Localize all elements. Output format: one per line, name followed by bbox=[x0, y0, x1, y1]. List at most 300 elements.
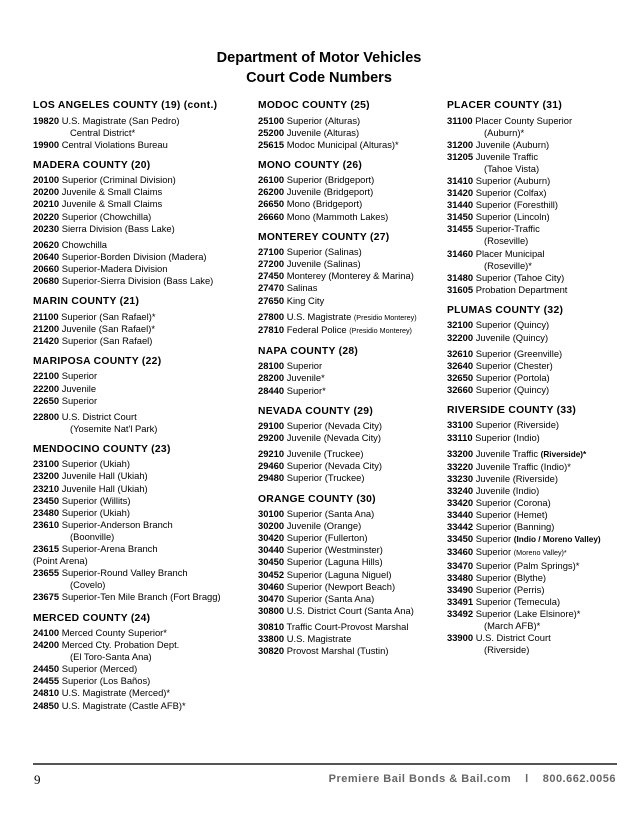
county-heading: MENDOCINO COUNTY (23) bbox=[33, 443, 171, 455]
court-entry bbox=[33, 198, 221, 210]
court-entry bbox=[258, 544, 417, 556]
court-name: U.S. District Court bbox=[61, 410, 137, 422]
court-name: Superior bbox=[61, 394, 98, 406]
court-entry bbox=[447, 509, 601, 521]
county-heading: MARIPOSA COUNTY (22) bbox=[33, 355, 162, 367]
court-entry bbox=[33, 700, 221, 712]
page-number: 9 bbox=[34, 772, 41, 787]
county-heading: MADERA COUNTY (20) bbox=[33, 159, 151, 171]
court-name: Monterey (Monterey & Marina) bbox=[286, 270, 414, 282]
footer-divider bbox=[33, 763, 617, 765]
court-entry bbox=[258, 520, 417, 532]
court-name: Juvenile & Small Claims bbox=[61, 198, 163, 210]
court-entry bbox=[33, 323, 221, 335]
court-name: Superior (Greenville) bbox=[475, 347, 563, 359]
court-code: 31460 bbox=[447, 247, 474, 259]
court-code: 26650 bbox=[258, 198, 285, 210]
court-name: Juvenile Traffic bbox=[475, 447, 539, 459]
court-name: Superior (Riverside) bbox=[475, 419, 560, 431]
court-name: Superior (Santa Ana) bbox=[286, 508, 375, 520]
court-entry bbox=[258, 258, 417, 270]
court-name: Juvenile (Nevada City) bbox=[286, 432, 381, 444]
court-name: Superior (Foresthill) bbox=[475, 199, 559, 211]
court-name: Superior (Temecula) bbox=[475, 595, 561, 607]
court-name: Superior (Colfax) bbox=[475, 187, 547, 199]
court-entry bbox=[447, 384, 601, 396]
county-heading: ORANGE COUNTY (30) bbox=[258, 493, 376, 505]
court-code: 33460 bbox=[447, 546, 474, 558]
court-code: 23480 bbox=[33, 506, 60, 518]
court-entry bbox=[447, 533, 601, 546]
court-code: 24810 bbox=[33, 687, 60, 699]
court-code: 20620 bbox=[33, 238, 60, 250]
court-name: Superior (Newport Beach) bbox=[286, 580, 396, 592]
court-name: Superior (Auburn) bbox=[475, 174, 551, 186]
county-heading: MODOC COUNTY (25) bbox=[258, 100, 370, 111]
court-entry bbox=[447, 360, 601, 372]
court-entry bbox=[447, 332, 601, 344]
court-code: 19900 bbox=[33, 138, 60, 150]
court-code: 20220 bbox=[33, 210, 60, 222]
court-name: Superior (Criminal Division) bbox=[61, 174, 176, 186]
court-code: 32200 bbox=[447, 331, 474, 343]
court-entry bbox=[447, 521, 601, 533]
court-entry bbox=[33, 458, 221, 470]
court-location-note: (Presidio Monterey) bbox=[353, 312, 417, 322]
court-entry bbox=[447, 284, 601, 296]
court-code: 33490 bbox=[447, 583, 474, 595]
court-entry bbox=[447, 473, 601, 485]
court-name: Superior-Round Valley Branch bbox=[61, 567, 188, 579]
county-heading: NAPA COUNTY (28) bbox=[258, 345, 359, 357]
court-name: U.S. Magistrate bbox=[286, 633, 352, 644]
court-name: Superior (Santa Ana) bbox=[286, 592, 375, 604]
court-code: 20680 bbox=[33, 275, 60, 287]
court-location-note: (Riverside)* bbox=[540, 449, 587, 459]
court-code: 27100 bbox=[258, 246, 285, 258]
court-code: 21420 bbox=[33, 334, 60, 346]
court-entry bbox=[258, 532, 417, 544]
court-entry bbox=[33, 470, 221, 482]
court-code: 22650 bbox=[33, 394, 60, 406]
court-entry bbox=[447, 319, 601, 331]
court-entry bbox=[33, 675, 221, 687]
court-code: 27470 bbox=[258, 282, 285, 294]
court-code: 20230 bbox=[33, 222, 60, 234]
court-name: Placer County Superior bbox=[475, 114, 573, 126]
court-code: 33200 bbox=[447, 447, 474, 459]
court-name: Juvenile (Riverside) bbox=[475, 472, 559, 484]
court-code: 33492 bbox=[447, 607, 474, 619]
court-entry bbox=[33, 263, 221, 275]
court-name: Superior (Chester) bbox=[475, 359, 553, 371]
court-entry bbox=[447, 432, 601, 444]
court-name: Chowchilla bbox=[61, 238, 108, 250]
court-entry bbox=[33, 275, 221, 287]
court-name: Superior (Willits) bbox=[61, 494, 131, 506]
court-name: Juvenile & Small Claims bbox=[61, 186, 163, 198]
court-name: Superior (Portola) bbox=[475, 371, 550, 383]
court-name: Superior (Bridgeport) bbox=[286, 174, 375, 186]
court-name: Superior (Tahoe City) bbox=[475, 271, 565, 283]
court-name: U.S. District Court (Santa Ana) bbox=[286, 604, 414, 616]
court-entry bbox=[258, 581, 417, 593]
court-name: Superior (Nevada City) bbox=[286, 460, 383, 472]
county-heading: PLUMAS COUNTY (32) bbox=[447, 304, 564, 316]
court-code: 33480 bbox=[447, 571, 474, 583]
court-code: 20640 bbox=[33, 250, 60, 262]
court-entry bbox=[258, 324, 417, 337]
court-code: 33450 bbox=[447, 533, 474, 545]
court-entry bbox=[447, 348, 601, 360]
court-entry bbox=[447, 584, 601, 596]
court-code: 21100 bbox=[33, 310, 59, 322]
court-code: 33442 bbox=[447, 521, 474, 533]
court-entry bbox=[33, 211, 221, 223]
court-name: Superior-Arena Branch bbox=[61, 543, 158, 555]
court-code: 33240 bbox=[447, 484, 474, 496]
court-name: Superior (Fullerton) bbox=[286, 532, 368, 544]
court-entry bbox=[33, 223, 221, 235]
court-name: Juvenile (San Rafael)* bbox=[61, 322, 155, 334]
court-entry bbox=[258, 420, 417, 432]
court-name: U.S. Magistrate (San Pedro) bbox=[61, 114, 180, 126]
court-name: U.S. Magistrate bbox=[286, 310, 352, 322]
court-code: 25615 bbox=[258, 138, 285, 150]
court-name: Juvenile (Bridgeport) bbox=[286, 186, 374, 198]
court-code: 24450 bbox=[33, 663, 60, 675]
court-name: Superior-Traffic bbox=[475, 223, 540, 235]
court-code: 31200 bbox=[447, 138, 474, 150]
court-code: 29460 bbox=[258, 460, 285, 472]
court-code: 31450 bbox=[447, 211, 474, 223]
court-entry bbox=[33, 174, 221, 186]
court-code: 29100 bbox=[258, 420, 285, 432]
court-code: 22800 bbox=[33, 410, 60, 422]
court-code: 22200 bbox=[33, 382, 60, 394]
court-entry bbox=[258, 569, 417, 581]
court-entry bbox=[447, 632, 601, 644]
court-entry bbox=[258, 198, 417, 210]
court-entry bbox=[258, 621, 417, 633]
court-entry bbox=[33, 411, 221, 423]
court-entry bbox=[258, 174, 417, 186]
court-name: Juvenile (Salinas) bbox=[286, 258, 361, 270]
court-name: Superior (Salinas) bbox=[286, 246, 362, 258]
court-entry bbox=[33, 335, 221, 347]
court-name: Superior (Perris) bbox=[475, 583, 545, 595]
court-code: 24100 bbox=[33, 627, 60, 638]
court-entry bbox=[33, 383, 221, 395]
entry-continuation: Central District* bbox=[70, 126, 136, 138]
court-name: King City bbox=[286, 294, 325, 306]
court-name: Superior (Indio) bbox=[475, 431, 540, 443]
court-name: Superior (Chowchilla) bbox=[61, 210, 152, 222]
court-code: 23610 bbox=[33, 518, 60, 530]
court-entry bbox=[33, 311, 221, 323]
court-code: 32100 bbox=[447, 319, 474, 331]
court-name: Central Violations Bureau bbox=[61, 138, 168, 150]
court-code: 23200 bbox=[33, 470, 60, 482]
court-code: 23100 bbox=[33, 458, 60, 470]
court-entry bbox=[33, 639, 221, 651]
court-entry bbox=[258, 472, 417, 484]
court-entry bbox=[447, 187, 601, 199]
court-entry bbox=[447, 151, 601, 163]
court-code: 26100 bbox=[258, 174, 285, 186]
court-entry bbox=[447, 419, 601, 431]
court-code: 26200 bbox=[258, 186, 285, 198]
court-code: 31440 bbox=[447, 199, 474, 211]
court-name: Superior-Borden Division (Madera) bbox=[61, 250, 207, 262]
court-entry bbox=[258, 385, 417, 397]
court-name: Juvenile (Indio) bbox=[475, 484, 540, 496]
court-name: Superior* bbox=[286, 384, 326, 396]
court-entry bbox=[258, 633, 417, 645]
court-location-note: (Indio / Moreno Valley) bbox=[513, 535, 601, 545]
court-code: 27810 bbox=[258, 323, 285, 335]
court-entry bbox=[447, 485, 601, 497]
court-entry bbox=[33, 139, 221, 151]
court-code: 30820 bbox=[258, 645, 285, 657]
court-code: 27650 bbox=[258, 294, 285, 306]
court-entry bbox=[258, 295, 417, 307]
county-heading: PLACER COUNTY (31) bbox=[447, 100, 563, 111]
court-name: Superior (Truckee) bbox=[286, 472, 365, 484]
court-code: 31100 bbox=[447, 114, 473, 126]
court-name: Superior (Ukiah) bbox=[61, 506, 130, 518]
court-name: Mono (Bridgeport) bbox=[286, 198, 363, 210]
court-code: 20100 bbox=[33, 174, 60, 186]
court-name: Superior (Lake Elsinore)* bbox=[475, 607, 581, 619]
court-name: Traffic Court-Provost Marshal bbox=[286, 620, 409, 632]
court-name: Juvenile (Alturas) bbox=[286, 126, 360, 138]
court-code: 32650 bbox=[447, 371, 474, 383]
court-code: 27800 bbox=[258, 310, 285, 322]
column-2 bbox=[258, 100, 417, 657]
court-entry bbox=[258, 448, 417, 460]
court-entry bbox=[258, 127, 417, 139]
court-code: 30100 bbox=[258, 508, 285, 520]
court-name: Superior (Alturas) bbox=[286, 114, 361, 126]
court-code: 28440 bbox=[258, 384, 285, 396]
court-code: 31410 bbox=[447, 174, 474, 186]
court-code: 29200 bbox=[258, 432, 285, 444]
page-subtitle: Court Code Numbers bbox=[246, 70, 392, 86]
court-name: Superior (Merced) bbox=[61, 663, 138, 675]
column-1 bbox=[33, 100, 221, 712]
court-entry bbox=[258, 372, 417, 384]
court-entry bbox=[258, 186, 417, 198]
court-entry bbox=[447, 175, 601, 187]
court-name: Superior (Hemet) bbox=[475, 509, 548, 521]
court-name: Juvenile Traffic bbox=[475, 150, 539, 162]
court-code: 23615 bbox=[33, 543, 60, 555]
entry-continuation: (Yosemite Nat'l Park) bbox=[70, 422, 158, 434]
entry-continuation: (Riverside) bbox=[484, 644, 530, 656]
court-entry bbox=[447, 248, 601, 260]
court-entry bbox=[447, 497, 601, 509]
court-code: 30420 bbox=[258, 532, 285, 544]
footer-text bbox=[329, 773, 616, 785]
court-code: 33900 bbox=[447, 632, 474, 644]
court-code: 33230 bbox=[447, 472, 474, 484]
court-code: 31605 bbox=[447, 283, 474, 295]
county-heading: MONTEREY COUNTY (27) bbox=[258, 231, 390, 243]
court-entry bbox=[258, 211, 417, 223]
court-entry bbox=[447, 199, 601, 211]
court-entry bbox=[33, 370, 221, 382]
court-entry bbox=[447, 272, 601, 284]
court-code: 30450 bbox=[258, 556, 285, 568]
court-code: 30470 bbox=[258, 592, 285, 604]
court-name: Mono (Mammoth Lakes) bbox=[286, 210, 389, 222]
court-entry bbox=[258, 139, 417, 151]
court-name: Superior (Quincy) bbox=[475, 319, 550, 331]
entry-continuation: (March AFB)* bbox=[484, 619, 541, 631]
footer-phone: 800.662.0056 bbox=[542, 773, 616, 785]
court-name: Placer Municipal bbox=[475, 247, 545, 259]
court-name: Superior (San Rafael) bbox=[61, 334, 153, 346]
county-heading: LOS ANGELES COUNTY (19) (cont.) bbox=[33, 100, 218, 111]
court-code: 32610 bbox=[447, 347, 474, 359]
court-entry bbox=[258, 270, 417, 282]
court-name: Superior bbox=[475, 546, 512, 558]
court-entry bbox=[33, 115, 221, 127]
entry-continuation: (Roseville) bbox=[484, 235, 529, 247]
court-entry bbox=[33, 495, 221, 507]
court-entry bbox=[447, 596, 601, 608]
court-entry bbox=[33, 567, 221, 579]
footer-company: Premiere Bail Bonds & Bail.com bbox=[328, 773, 512, 785]
court-location-note: (Presidio Monterey) bbox=[349, 325, 412, 335]
court-name: Superior (Nevada City) bbox=[286, 420, 383, 432]
court-entry bbox=[258, 246, 417, 258]
court-entry bbox=[33, 251, 221, 263]
court-entry bbox=[258, 432, 417, 444]
court-name: Superior (Blythe) bbox=[475, 571, 547, 583]
court-name: Superior bbox=[475, 533, 512, 545]
court-code: 26660 bbox=[258, 210, 285, 222]
county-heading: MERCED COUNTY (24) bbox=[33, 612, 151, 624]
court-entry bbox=[33, 507, 221, 519]
court-entry bbox=[258, 508, 417, 520]
court-code: 30800 bbox=[258, 604, 285, 616]
footer-separator: l bbox=[525, 773, 529, 785]
court-code: 32660 bbox=[447, 383, 474, 395]
court-name: Federal Police bbox=[286, 323, 347, 335]
court-entry bbox=[33, 591, 221, 603]
court-name: Superior (Quincy) bbox=[475, 383, 550, 395]
court-name: Provost Marshal (Tustin) bbox=[286, 645, 389, 657]
column-3 bbox=[447, 100, 601, 656]
court-name: U.S. Magistrate (Castle AFB)* bbox=[61, 699, 186, 711]
court-entry bbox=[447, 139, 601, 151]
court-code: 23675 bbox=[33, 591, 60, 603]
court-name: Superior-Anderson Branch bbox=[61, 518, 173, 530]
court-name: Merced County Superior* bbox=[61, 627, 167, 638]
court-entry bbox=[258, 282, 417, 294]
court-code: 30200 bbox=[258, 520, 285, 532]
court-name: Merced Cty. Probation Dept. bbox=[61, 639, 180, 651]
court-code: 28200 bbox=[258, 372, 285, 384]
court-name: Juvenile (Quincy) bbox=[475, 331, 549, 343]
court-entry bbox=[447, 546, 601, 559]
entry-continuation: (Tahoe Vista) bbox=[484, 162, 540, 174]
court-code: 29210 bbox=[258, 448, 285, 460]
court-entry bbox=[258, 460, 417, 472]
court-entry bbox=[447, 115, 601, 127]
entry-continuation: (Point Arena) bbox=[33, 555, 88, 567]
court-entry bbox=[447, 572, 601, 584]
court-name: Probation Department bbox=[475, 283, 568, 295]
court-code: 24455 bbox=[33, 675, 60, 687]
court-code: 33110 bbox=[447, 431, 473, 443]
court-code: 24200 bbox=[33, 639, 60, 651]
court-name: Superior bbox=[61, 370, 98, 382]
court-name: Superior (Laguna Niguel) bbox=[286, 568, 392, 580]
court-code: 24850 bbox=[33, 699, 60, 711]
court-name: Superior (Los Baños) bbox=[61, 675, 151, 687]
entry-continuation: (Auburn)* bbox=[484, 126, 525, 138]
entry-continuation: (El Toro-Santa Ana) bbox=[70, 651, 152, 663]
court-code: 33220 bbox=[447, 460, 474, 472]
court-entry bbox=[447, 223, 601, 235]
court-name: Juvenile (Auburn) bbox=[475, 138, 550, 150]
court-entry bbox=[447, 461, 601, 473]
court-code: 31205 bbox=[447, 150, 474, 162]
court-code: 33100 bbox=[447, 419, 474, 431]
court-name: Superior bbox=[286, 360, 323, 372]
court-entry bbox=[447, 448, 601, 461]
court-code: 29480 bbox=[258, 472, 285, 484]
court-code: 23450 bbox=[33, 494, 60, 506]
court-name: Superior-Ten Mile Branch (Fort Bragg) bbox=[61, 591, 221, 603]
court-code: 23210 bbox=[33, 482, 60, 494]
court-name: U.S. Magistrate (Merced)* bbox=[61, 687, 171, 699]
court-entry bbox=[447, 560, 601, 572]
court-code: 33440 bbox=[447, 509, 474, 521]
court-name: Superior (Lincoln) bbox=[475, 211, 550, 223]
court-code: 25200 bbox=[258, 126, 285, 138]
county-heading: MARIN COUNTY (21) bbox=[33, 296, 140, 308]
court-entry bbox=[447, 372, 601, 384]
court-code: 30810 bbox=[258, 620, 285, 632]
court-name: Superior (Westminster) bbox=[286, 544, 383, 556]
county-heading: NEVADA COUNTY (29) bbox=[258, 405, 374, 417]
court-entry bbox=[258, 645, 417, 657]
county-heading: RIVERSIDE COUNTY (33) bbox=[447, 404, 577, 416]
court-code: 22100 bbox=[33, 370, 60, 382]
court-name: Juvenile* bbox=[286, 372, 325, 384]
entry-continuation: (Boonville) bbox=[70, 530, 115, 542]
court-entry bbox=[258, 605, 417, 617]
court-entry bbox=[33, 519, 221, 531]
court-entry bbox=[258, 115, 417, 127]
court-entry bbox=[447, 608, 601, 620]
court-name: Superior (Palm Springs)* bbox=[475, 559, 580, 571]
court-code: 32640 bbox=[447, 359, 474, 371]
court-name: Juvenile (Orange) bbox=[286, 520, 362, 532]
court-code: 25100 bbox=[258, 114, 285, 126]
court-code: 20200 bbox=[33, 186, 60, 198]
court-code: 20210 bbox=[33, 198, 60, 210]
county-heading: MONO COUNTY (26) bbox=[258, 159, 363, 171]
court-entry bbox=[258, 311, 417, 324]
court-name: Superior-Madera Division bbox=[61, 262, 168, 274]
court-name: Salinas bbox=[286, 282, 318, 294]
court-code: 33800 bbox=[258, 633, 285, 644]
